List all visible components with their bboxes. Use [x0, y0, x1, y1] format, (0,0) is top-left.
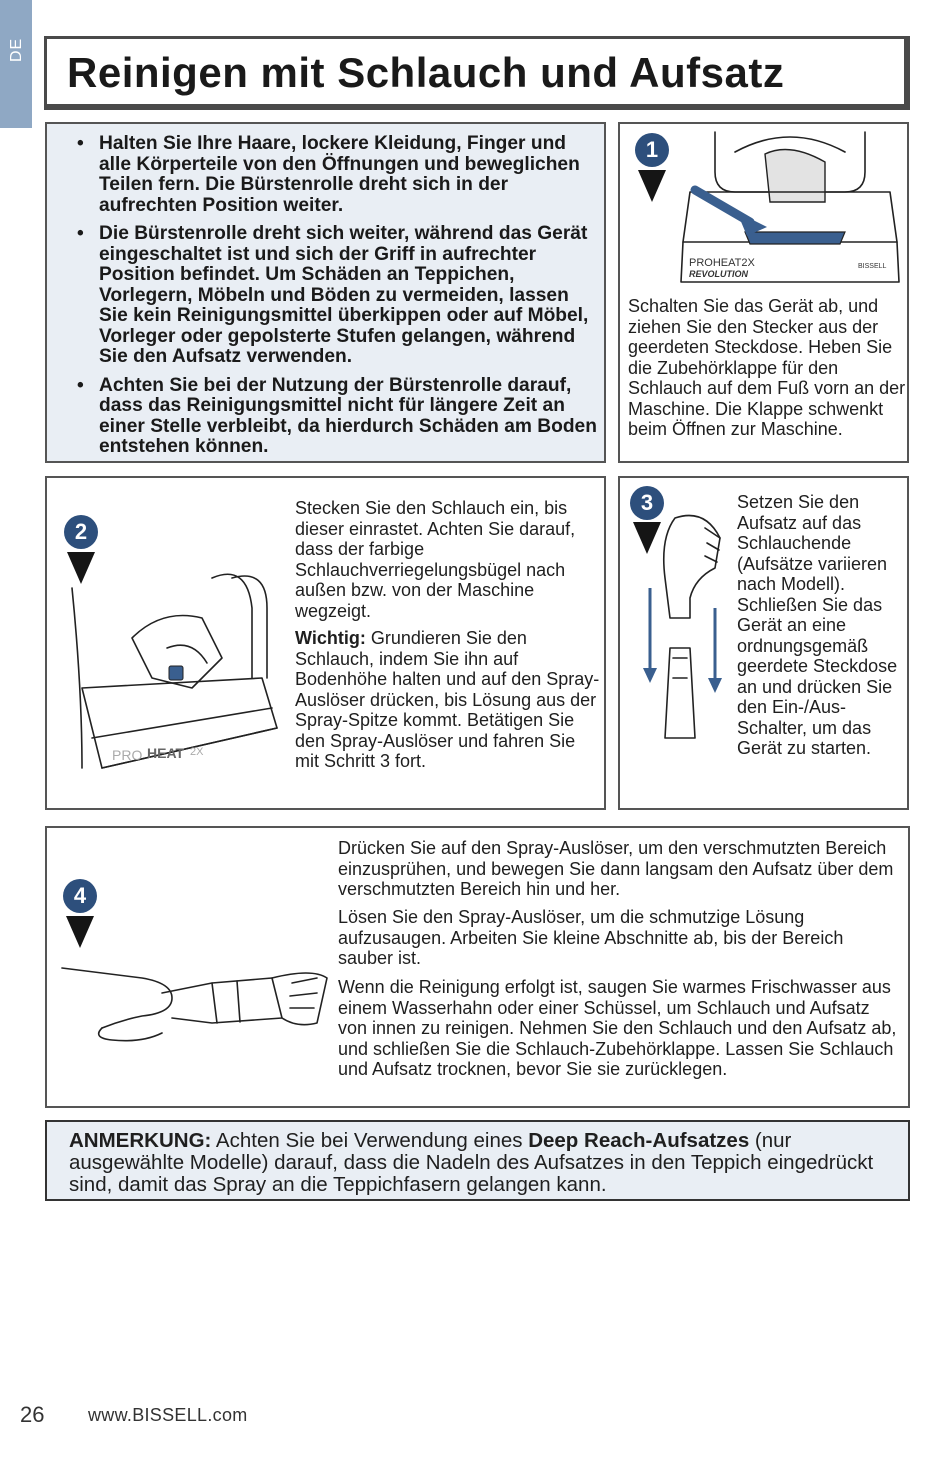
- step-1-badge: 1: [635, 133, 669, 167]
- down-arrow-icon: [66, 916, 94, 948]
- warning-item: • Achten Sie bei der Nutzung der Bürstenrolle darauf, dass das Reinigungsmittel nicht für längere Zeit an einer Stelle verbleibt, da hierdurch Schäden am Boden entstehen können.: [77, 376, 597, 458]
- product-sublabel: REVOLUTION: [689, 269, 749, 279]
- step-2-important: [295, 628, 601, 772]
- warning-list: [77, 134, 597, 466]
- step-3-panel: [618, 476, 909, 810]
- note-text-after: (nur ausgewählte Modelle) darauf, dass die Nadeln des Aufsatzes in den Teppich eingedrückt sind, damit das Spray an die Teppichfasern gelangen kann.: [69, 1129, 874, 1196]
- machine-label-heat: HEAT: [147, 745, 185, 761]
- page-number: 26: [20, 1402, 45, 1427]
- important-text: Grundieren Sie den Schlauch, indem Sie ihn auf Bodenhöhe halten und auf den Spray-Auslöser drücken, bis Lösung aus der Spray-Spitze kommt. Betätigen Sie den Spray-Auslöser und fahren Sie mit Schritt 3 fort.: [295, 628, 600, 771]
- warning-panel: [45, 122, 606, 463]
- step-1-panel: [618, 122, 909, 463]
- step-2-panel: [45, 476, 606, 810]
- note-label: ANMERKUNG:: [69, 1129, 212, 1152]
- step-1-text: Schalten Sie das Gerät ab, und ziehen Sie den Stecker aus der geerdeten Steckdose. Heben Sie die Zubehörklappe für den Schlauch auf dem Fuß vorn an der Maschine. Die Klappe schwenkt beim Öffnen zur Maschine.: [628, 296, 906, 439]
- warning-item: • Halten Sie Ihre Haare, lockere Kleidung, Finger und alle Körperteile von den Öffnungen und beweglichen Teilen fern. Die Bürstenrolle dreht sich in der aufrechten Position weiter.: [77, 134, 597, 216]
- product-label: PROHEAT2X: [689, 257, 755, 269]
- page-title: Reinigen mit Schlauch und Aufsatz: [67, 49, 785, 96]
- brand-label: BISSELL: [858, 263, 887, 270]
- title-box: [44, 36, 910, 110]
- note-bold-term: Deep Reach-Aufsatzes: [528, 1129, 750, 1152]
- website-url: www.BISSELL.com: [88, 1405, 248, 1425]
- step-4-badge: 4: [63, 879, 97, 913]
- step-4-paragraph: Drücken Sie auf den Spray-Auslöser, um den verschmutzten Bereich einzusprühen, und bewegen Sie dann langsam den Aufsatz über dem verschmutzten Bereich hin und her.: [338, 838, 894, 899]
- machine-foot-illustration: [675, 132, 905, 292]
- note-text: [69, 1130, 904, 1196]
- step-3-badge: 3: [630, 486, 664, 520]
- machine-label-2x: 2X: [190, 746, 204, 758]
- language-tab: [0, 0, 32, 128]
- step-4-panel: [45, 826, 910, 1108]
- warning-item: • Die Bürstenrolle dreht sich weiter, während das Gerät eingeschaltet ist und sich der Griff in aufrechter Position befindet. Um Schäden an Teppichen, Vorlegern, Möbeln und Böden zu vermeiden, lassen Sie kein Reinigungsmittel überkippen oder auf Möbel, Vorleger oder gepolsterte Stufen gelangen, während Sie den Aufsatz verwenden.: [77, 224, 597, 368]
- step-4-paragraph: Wenn die Reinigung erfolgt ist, saugen Sie warmes Frischwasser aus einem Wasserhahn oder einer Schüssel, um Schlauch und Aufsatz von innen zu reinigen. Nehmen Sie den Schlauch und den Aufsatz ab, und schließen Sie die Schlauch-Zubehörklappe. Lassen Sie Schlauch und Aufsatz trocknen, bevor Sie sie zurücklegen.: [338, 977, 897, 1079]
- hose-connection-illustration: [72, 568, 297, 778]
- tool-attach-illustration: [635, 508, 735, 738]
- note-box: [45, 1120, 910, 1201]
- step-2-text: Stecken Sie den Schlauch ein, bis dieser einrastet. Achten Sie darauf, dass der farbige Schlauchverriegelungsbügel nach außen bzw. von der Maschine wegzeigt.: [295, 498, 576, 621]
- hand-tool-illustration: [62, 948, 332, 1048]
- step-4-paragraph: Lösen Sie den Spray-Auslöser, um die schmutzige Lösung aufzusaugen. Arbeiten Sie kleine Abschnitte ab, bis der Bereich sauber ist.: [338, 907, 844, 968]
- language-tab-label: DE: [8, 37, 25, 62]
- step-3-text: Setzen Sie den Aufsatz auf das Schlauchende (Aufsätze variieren nach Modell). Schließen Sie das Gerät an eine ordnungsgemäß geerdete Steckdose an und drücken Sie den Ein-/Aus-Schalter, um das Gerät zu starten.: [737, 492, 898, 758]
- machine-label-pro: PRO: [112, 747, 143, 763]
- down-arrow-icon: [638, 170, 666, 202]
- important-label: Wichtig:: [295, 628, 366, 648]
- step-2-badge: 2: [64, 515, 98, 549]
- note-text-before: Achten Sie bei Verwendung eines: [211, 1129, 529, 1152]
